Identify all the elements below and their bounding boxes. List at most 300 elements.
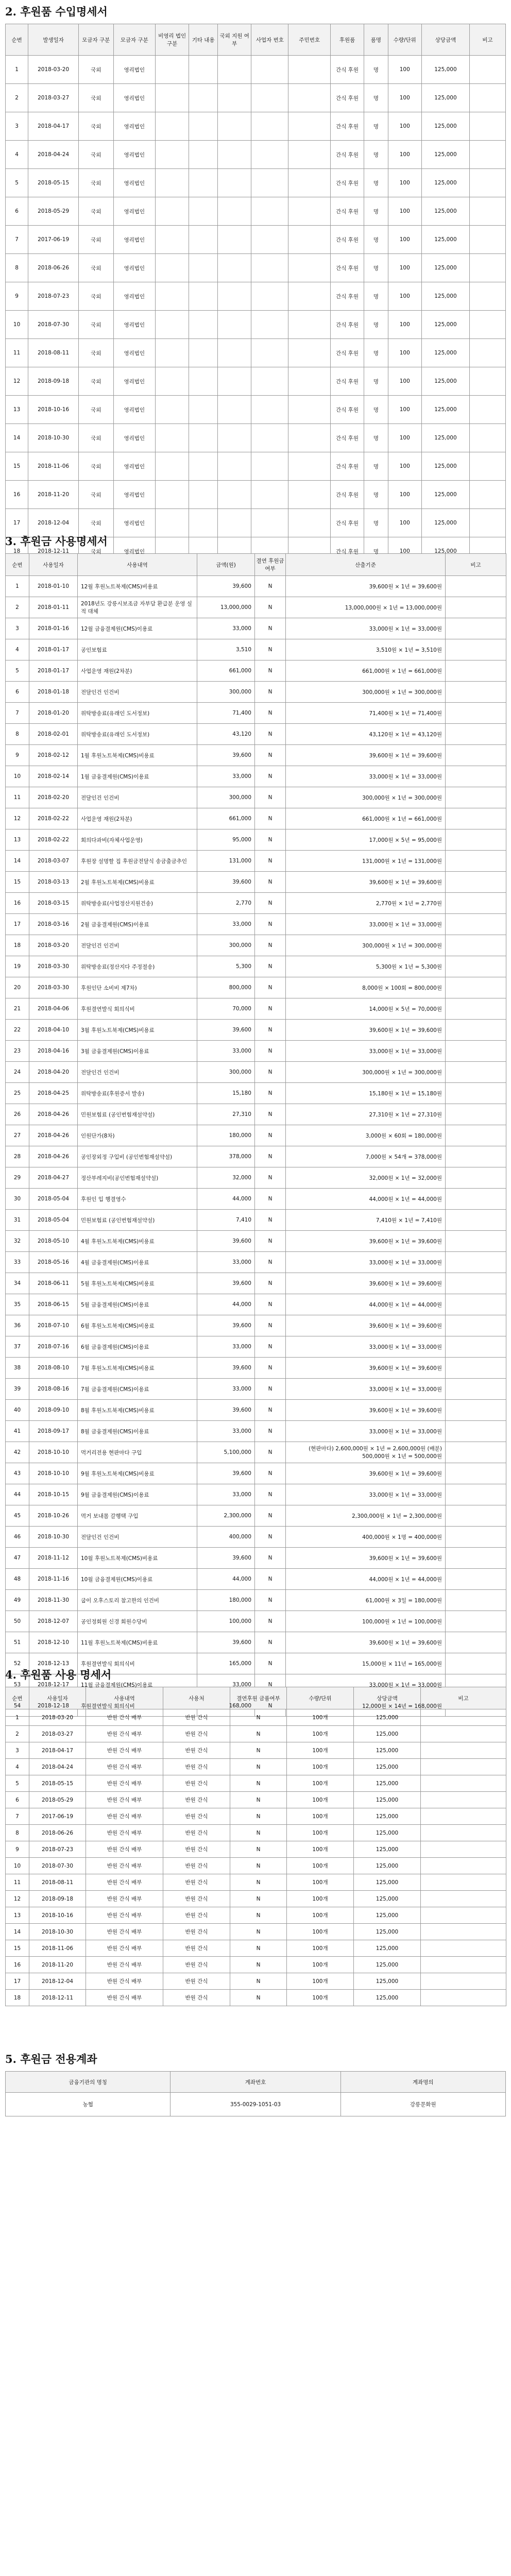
table-cell: 명: [364, 197, 388, 226]
table-cell: 반원 간식: [163, 1775, 230, 1792]
table-cell: 100: [388, 282, 421, 311]
table-cell: 32,000: [197, 1167, 255, 1189]
table-cell: 32: [6, 1231, 29, 1252]
table-cell: 국외: [79, 56, 114, 84]
table-cell: [288, 311, 330, 339]
table-cell: 영리법인: [113, 282, 155, 311]
table-cell: 39,600원 × 1년 = 39,600원: [286, 1231, 446, 1252]
table-cell: [421, 1775, 506, 1792]
table-cell: 39,600: [197, 1548, 255, 1569]
table-row: [6, 424, 506, 452]
table-cell: 27: [6, 1125, 29, 1146]
table-cell: [156, 254, 189, 282]
table-cell: [446, 1463, 506, 1484]
table-cell: [446, 597, 506, 618]
table-cell: N: [230, 1990, 287, 2006]
column-header: 순번: [6, 24, 28, 56]
table-cell: 영리법인: [113, 509, 155, 537]
column-header: 순번: [6, 554, 29, 576]
table-cell: [288, 452, 330, 481]
table-cell: 125,000: [421, 254, 469, 282]
table-cell: 2018-06-26: [28, 254, 79, 282]
table-cell: 2: [6, 1726, 29, 1742]
table-cell: 2018년도 강릉시보조금 자부담 환급분 운영 실적 대체: [78, 597, 197, 618]
table-cell: 45: [6, 1505, 29, 1527]
table-cell: 44: [6, 1484, 29, 1505]
column-header: 비고: [446, 554, 506, 576]
table-cell: [421, 1907, 506, 1924]
table-cell: [156, 226, 189, 254]
table-row: [6, 893, 506, 914]
table-cell: 100개: [287, 1874, 354, 1891]
table-cell: [421, 1874, 506, 1891]
table-cell: 378,000: [197, 1146, 255, 1167]
table-row: [6, 1231, 506, 1252]
table-cell: (현판마다) 2,600,000원 × 1년 = 2,600,000원 (배분) 500,000원 × 1년 = 500,000원: [286, 1442, 446, 1463]
table-cell: 반원 간식: [163, 1990, 230, 2006]
table-cell: N: [255, 1611, 286, 1632]
table-cell: [446, 1315, 506, 1336]
table-row: [6, 1125, 506, 1146]
table-cell: 27,310: [197, 1104, 255, 1125]
table-row: [6, 956, 506, 977]
table-cell: 47: [6, 1548, 29, 1569]
table-cell: 33,000원 × 1년 = 33,000원: [286, 1421, 446, 1442]
table-cell: [446, 1083, 506, 1104]
table-cell: 1: [6, 576, 29, 597]
table-cell: 명: [364, 112, 388, 141]
table-cell: N: [255, 766, 286, 787]
table-cell: 38: [6, 1358, 29, 1379]
table-cell: 2018-07-30: [28, 311, 79, 339]
table-row: [6, 1083, 506, 1104]
table-cell: N: [255, 935, 286, 956]
table-cell: 39,600: [197, 1463, 255, 1484]
table-cell: [189, 282, 218, 311]
table-cell: 간식 후원: [330, 112, 364, 141]
table-row: [6, 935, 506, 956]
table-cell: 12: [6, 1891, 29, 1907]
table-cell: [218, 424, 251, 452]
table-cell: [446, 1484, 506, 1505]
table-cell: 29: [6, 1167, 29, 1189]
table-cell: 9월 금융결제원(CMS)이용료: [78, 1484, 197, 1505]
table-cell: N: [255, 1062, 286, 1083]
table-cell: 26: [6, 1104, 29, 1125]
table-cell: 125,000: [421, 367, 469, 396]
table-cell: 2018-01-20: [29, 703, 78, 724]
table-row: [6, 1210, 506, 1231]
table-cell: 800,000: [197, 977, 255, 998]
table-cell: 2018-03-20: [29, 1709, 86, 1726]
table-cell: 33,000원 × 1년 = 33,000원: [286, 1379, 446, 1400]
table-cell: 33,000: [197, 1336, 255, 1358]
table-cell: [156, 452, 189, 481]
table-cell: [189, 112, 218, 141]
table-cell: [189, 396, 218, 424]
table-cell: 2,770: [197, 893, 255, 914]
table-cell: 반원 간식 배부: [86, 1858, 163, 1874]
table-cell: [251, 396, 288, 424]
table-cell: 6: [6, 1792, 29, 1808]
table-cell: 30: [6, 1189, 29, 1210]
table-cell: 2018-03-13: [29, 872, 78, 893]
table-row: [6, 1041, 506, 1062]
table-cell: 반원 간식 배부: [86, 1742, 163, 1759]
table-row: [6, 1891, 506, 1907]
table-row: [6, 851, 506, 872]
table-cell: [446, 1252, 506, 1273]
table-row: [6, 112, 506, 141]
table-cell: [470, 367, 506, 396]
table-row: [6, 1020, 506, 1041]
table-cell: [251, 56, 288, 84]
table-cell: 39,600원 × 1년 = 39,600원: [286, 1315, 446, 1336]
table-cell: [218, 311, 251, 339]
table-cell: 33,000원 × 1년 = 33,000원: [286, 618, 446, 639]
table-cell: 300,000: [197, 1062, 255, 1083]
table-cell: 사업운영 재원(2차분): [78, 808, 197, 829]
table-cell: N: [230, 1858, 287, 1874]
table-cell: 2018-03-27: [28, 84, 79, 112]
table-cell: 2018-04-17: [29, 1742, 86, 1759]
table-cell: 2018-06-11: [29, 1273, 78, 1294]
table-cell: [470, 141, 506, 169]
table-cell: 300,000원 × 1년 = 300,000원: [286, 935, 446, 956]
table-cell: N: [255, 1146, 286, 1167]
table-row: [6, 1792, 506, 1808]
table-cell: 먹거 보내몸 갈행택 구입: [78, 1505, 197, 1527]
table-cell: 8,000원 × 100회 = 800,000원: [286, 977, 446, 998]
table-cell: 후원결연발식 회의식비: [78, 1653, 197, 1674]
table-cell: [470, 169, 506, 197]
table-cell: 2018-05-29: [28, 197, 79, 226]
table-cell: 10월 금융결제원(CMS)이용료: [78, 1569, 197, 1590]
table-cell: 95,000: [197, 829, 255, 851]
table-cell: 7,410: [197, 1210, 255, 1231]
table-cell: 영리법인: [113, 537, 155, 566]
table-cell: [470, 396, 506, 424]
table-cell: 국외: [79, 112, 114, 141]
table-cell: 100,000: [197, 1611, 255, 1632]
table-cell: [218, 396, 251, 424]
table-row: [6, 169, 506, 197]
table-cell: 명: [364, 339, 388, 367]
table-cell: 2018-04-24: [28, 141, 79, 169]
table-cell: 국외: [79, 84, 114, 112]
table-cell: N: [230, 1742, 287, 1759]
table-cell: N: [255, 914, 286, 935]
table-cell: 2018-03-16: [29, 914, 78, 935]
table-cell: 2018-02-01: [29, 724, 78, 745]
table-row: [6, 1252, 506, 1273]
table-cell: [470, 84, 506, 112]
table-row: [6, 618, 506, 639]
table-cell: [189, 56, 218, 84]
table-cell: N: [255, 1400, 286, 1421]
table-cell: [288, 367, 330, 396]
table-cell: 2018-04-20: [29, 1062, 78, 1083]
table-cell: N: [255, 1527, 286, 1548]
table-row: [6, 1611, 506, 1632]
table-cell: 100개: [287, 1940, 354, 1957]
table-cell: 명: [364, 396, 388, 424]
table-cell: N: [255, 1421, 286, 1442]
table-cell: 40: [6, 1400, 29, 1421]
table-cell: 2018-04-17: [28, 112, 79, 141]
table-cell: 100: [388, 169, 421, 197]
table-cell: 2018-03-15: [29, 893, 78, 914]
table-cell: N: [255, 1379, 286, 1400]
table-cell: 125,000: [354, 1726, 421, 1742]
table-cell: [446, 1294, 506, 1315]
table-cell: N: [255, 1632, 286, 1653]
table-cell: 100,000원 × 1년 = 100,000원: [286, 1611, 446, 1632]
table-cell: N: [255, 1569, 286, 1590]
table-cell: 간식 후원: [330, 169, 364, 197]
table-cell: 후원결연발식 회의식비: [78, 998, 197, 1020]
table-cell: 강릉문화원: [340, 2093, 505, 2116]
table-cell: 125,000: [354, 1874, 421, 1891]
table-cell: N: [255, 576, 286, 597]
table-cell: 국외: [79, 339, 114, 367]
table-cell: 국외: [79, 367, 114, 396]
table-cell: 2018-04-24: [29, 1759, 86, 1775]
table-cell: 125,000: [421, 197, 469, 226]
table-cell: [421, 1759, 506, 1775]
table-cell: 반원 간식: [163, 1973, 230, 1990]
table-cell: 125,000: [354, 1759, 421, 1775]
table-cell: 영리법인: [113, 197, 155, 226]
table-cell: 위탁방송료(유래인 도서정보): [78, 703, 197, 724]
column-header: 수량/단위: [388, 24, 421, 56]
column-header: 후원품: [330, 24, 364, 56]
table-cell: 100개: [287, 1759, 354, 1775]
table-cell: 15: [6, 872, 29, 893]
table-cell: 2018-06-26: [29, 1825, 86, 1841]
table-cell: 125,000: [354, 1924, 421, 1940]
table-cell: 후원결연발식 회의식비: [78, 1696, 197, 1717]
table-cell: N: [230, 1792, 287, 1808]
table-cell: 39,600원 × 1년 = 39,600원: [286, 1548, 446, 1569]
table-cell: 9: [6, 282, 28, 311]
table-cell: 11: [6, 1874, 29, 1891]
table-cell: 100개: [287, 1742, 354, 1759]
table-cell: [470, 226, 506, 254]
table-cell: 1월 후원노트북제(CMS)비용료: [78, 745, 197, 766]
table-cell: N: [230, 1825, 287, 1841]
table-cell: 15: [6, 452, 28, 481]
table-cell: 영리법인: [113, 112, 155, 141]
table-cell: 2017-06-19: [29, 1808, 86, 1825]
table-cell: 100: [388, 509, 421, 537]
table-cell: 100: [388, 226, 421, 254]
table-cell: [189, 141, 218, 169]
table-cell: [156, 481, 189, 509]
table-cell: 31: [6, 1210, 29, 1231]
table-cell: N: [255, 724, 286, 745]
table-cell: 2018-05-29: [29, 1792, 86, 1808]
table-cell: 2월 금융결제원(CMS)이용료: [78, 914, 197, 935]
table-cell: 위탁방송료(정산지다 주정절송): [78, 956, 197, 977]
table-cell: 400,000: [197, 1527, 255, 1548]
table-cell: 39,600원 × 1년 = 39,600원: [286, 872, 446, 893]
table-cell: [251, 311, 288, 339]
table-row: [6, 1505, 506, 1527]
table-cell: 100: [388, 537, 421, 566]
table-cell: 반원 간식 배부: [86, 1775, 163, 1792]
table-cell: [218, 197, 251, 226]
table-cell: 300,000원 × 1년 = 300,000원: [286, 1062, 446, 1083]
table-cell: 영리법인: [113, 481, 155, 509]
table-row: [6, 1742, 506, 1759]
table-cell: 125,000: [421, 112, 469, 141]
table-cell: 2018-08-11: [28, 339, 79, 367]
table-cell: N: [255, 1505, 286, 1527]
table-cell: 반원 간식: [163, 1874, 230, 1891]
table-cell: [470, 481, 506, 509]
table-cell: 5: [6, 1775, 29, 1792]
table-row: [6, 597, 506, 618]
table-cell: [446, 1125, 506, 1146]
table-cell: 39,600원 × 1년 = 39,600원: [286, 1273, 446, 1294]
table-cell: 명: [364, 424, 388, 452]
table-cell: 48: [6, 1569, 29, 1590]
table-cell: 간식 후원: [330, 56, 364, 84]
table-cell: 125,000: [354, 1825, 421, 1841]
table-cell: N: [230, 1891, 287, 1907]
table-row: [6, 977, 506, 998]
table-cell: [218, 282, 251, 311]
table-cell: 125,000: [421, 282, 469, 311]
table-cell: 1월 금융결제원(CMS)이용료: [78, 766, 197, 787]
table-cell: [251, 367, 288, 396]
table-cell: 간식 후원: [330, 424, 364, 452]
table-cell: 2018-12-04: [29, 1973, 86, 1990]
table-cell: [251, 84, 288, 112]
table-cell: 125,000: [354, 1792, 421, 1808]
table-cell: 125,000: [354, 1973, 421, 1990]
table-cell: 12월 금융결제원(CMS)이용료: [78, 618, 197, 639]
table-cell: [251, 509, 288, 537]
table-cell: 39,600: [197, 1273, 255, 1294]
table-cell: 회의다과비(자체사업운영): [78, 829, 197, 851]
table-cell: 300,000: [197, 787, 255, 808]
table-cell: 3,000원 × 60회 = 180,000원: [286, 1125, 446, 1146]
table-cell: 반원 간식: [163, 1957, 230, 1973]
table-cell: 2018-12-18: [29, 1696, 78, 1717]
table-cell: 22: [6, 1020, 29, 1041]
table-cell: [218, 509, 251, 537]
table-cell: 5: [6, 660, 29, 682]
table-cell: [421, 1808, 506, 1825]
table-cell: [446, 745, 506, 766]
table-cell: 14,000원 × 5년 = 70,000원: [286, 998, 446, 1020]
table-cell: [446, 618, 506, 639]
table-row: [6, 2093, 506, 2116]
table-cell: 반원 간식: [163, 1891, 230, 1907]
table-cell: [470, 254, 506, 282]
table-cell: 민원보험료 (공인번험재설약설): [78, 1104, 197, 1125]
table-cell: 2018-12-13: [29, 1653, 78, 1674]
table-cell: [288, 282, 330, 311]
table-cell: 661,000원 × 1년 = 661,000원: [286, 660, 446, 682]
table-cell: 10: [6, 766, 29, 787]
table-row: [6, 914, 506, 935]
table-cell: [446, 1062, 506, 1083]
table-cell: 661,000원 × 1년 = 661,000원: [286, 808, 446, 829]
table-cell: 2018-10-30: [29, 1527, 78, 1548]
column-header: 비영리 법인 구분: [156, 24, 189, 56]
donation-goods-income-table: [5, 24, 506, 566]
table-cell: 7: [6, 1808, 29, 1825]
table-cell: 2018-11-30: [29, 1590, 78, 1611]
table-cell: 3: [6, 112, 28, 141]
table-cell: N: [255, 597, 286, 618]
table-cell: 180,000: [197, 1590, 255, 1611]
table-cell: 33,000: [197, 1484, 255, 1505]
table-cell: N: [230, 1775, 287, 1792]
table-cell: 125,000: [354, 1775, 421, 1792]
table-cell: 14: [6, 424, 28, 452]
table-cell: 2018-05-04: [29, 1189, 78, 1210]
table-cell: [156, 396, 189, 424]
table-cell: [189, 481, 218, 509]
table-cell: 2018-07-10: [29, 1315, 78, 1336]
table-cell: 33,000: [197, 1674, 255, 1696]
table-cell: 2018-03-20: [28, 56, 79, 84]
table-cell: 2018-02-22: [29, 829, 78, 851]
table-cell: 100: [388, 141, 421, 169]
table-cell: 9: [6, 745, 29, 766]
table-cell: 125,000: [354, 1891, 421, 1907]
table-cell: [251, 481, 288, 509]
table-row: [6, 1808, 506, 1825]
table-cell: 300,000: [197, 682, 255, 703]
table-cell: N: [255, 703, 286, 724]
table-cell: 125,000: [421, 56, 469, 84]
table-cell: 100: [388, 84, 421, 112]
table-row: [6, 1146, 506, 1167]
table-row: [6, 1569, 506, 1590]
table-row: [6, 1632, 506, 1653]
table-cell: [446, 1273, 506, 1294]
table-cell: N: [255, 1674, 286, 1696]
table-cell: 2018-05-04: [29, 1210, 78, 1231]
table-row: [6, 1973, 506, 1990]
table-cell: 7월 금융결제원(CMS)이용료: [78, 1379, 197, 1400]
table-cell: 2018-09-18: [29, 1891, 86, 1907]
table-cell: 영리법인: [113, 396, 155, 424]
table-cell: [421, 1792, 506, 1808]
table-cell: [446, 872, 506, 893]
table-cell: [288, 481, 330, 509]
table-cell: [446, 893, 506, 914]
table-cell: 33,000: [197, 914, 255, 935]
table-row: [6, 1189, 506, 1210]
table-cell: 2018-07-23: [29, 1841, 86, 1858]
table-cell: N: [255, 1358, 286, 1379]
table-cell: 5월 후원노트북제(CMS)비용료: [78, 1273, 197, 1294]
table-cell: [446, 851, 506, 872]
table-cell: N: [255, 1231, 286, 1252]
table-cell: 2018-05-15: [29, 1775, 86, 1792]
table-cell: 7,000원 × 54개 = 378,000원: [286, 1146, 446, 1167]
table-cell: N: [230, 1759, 287, 1775]
table-cell: 70,000: [197, 998, 255, 1020]
table-cell: [421, 1825, 506, 1841]
table-cell: N: [255, 787, 286, 808]
